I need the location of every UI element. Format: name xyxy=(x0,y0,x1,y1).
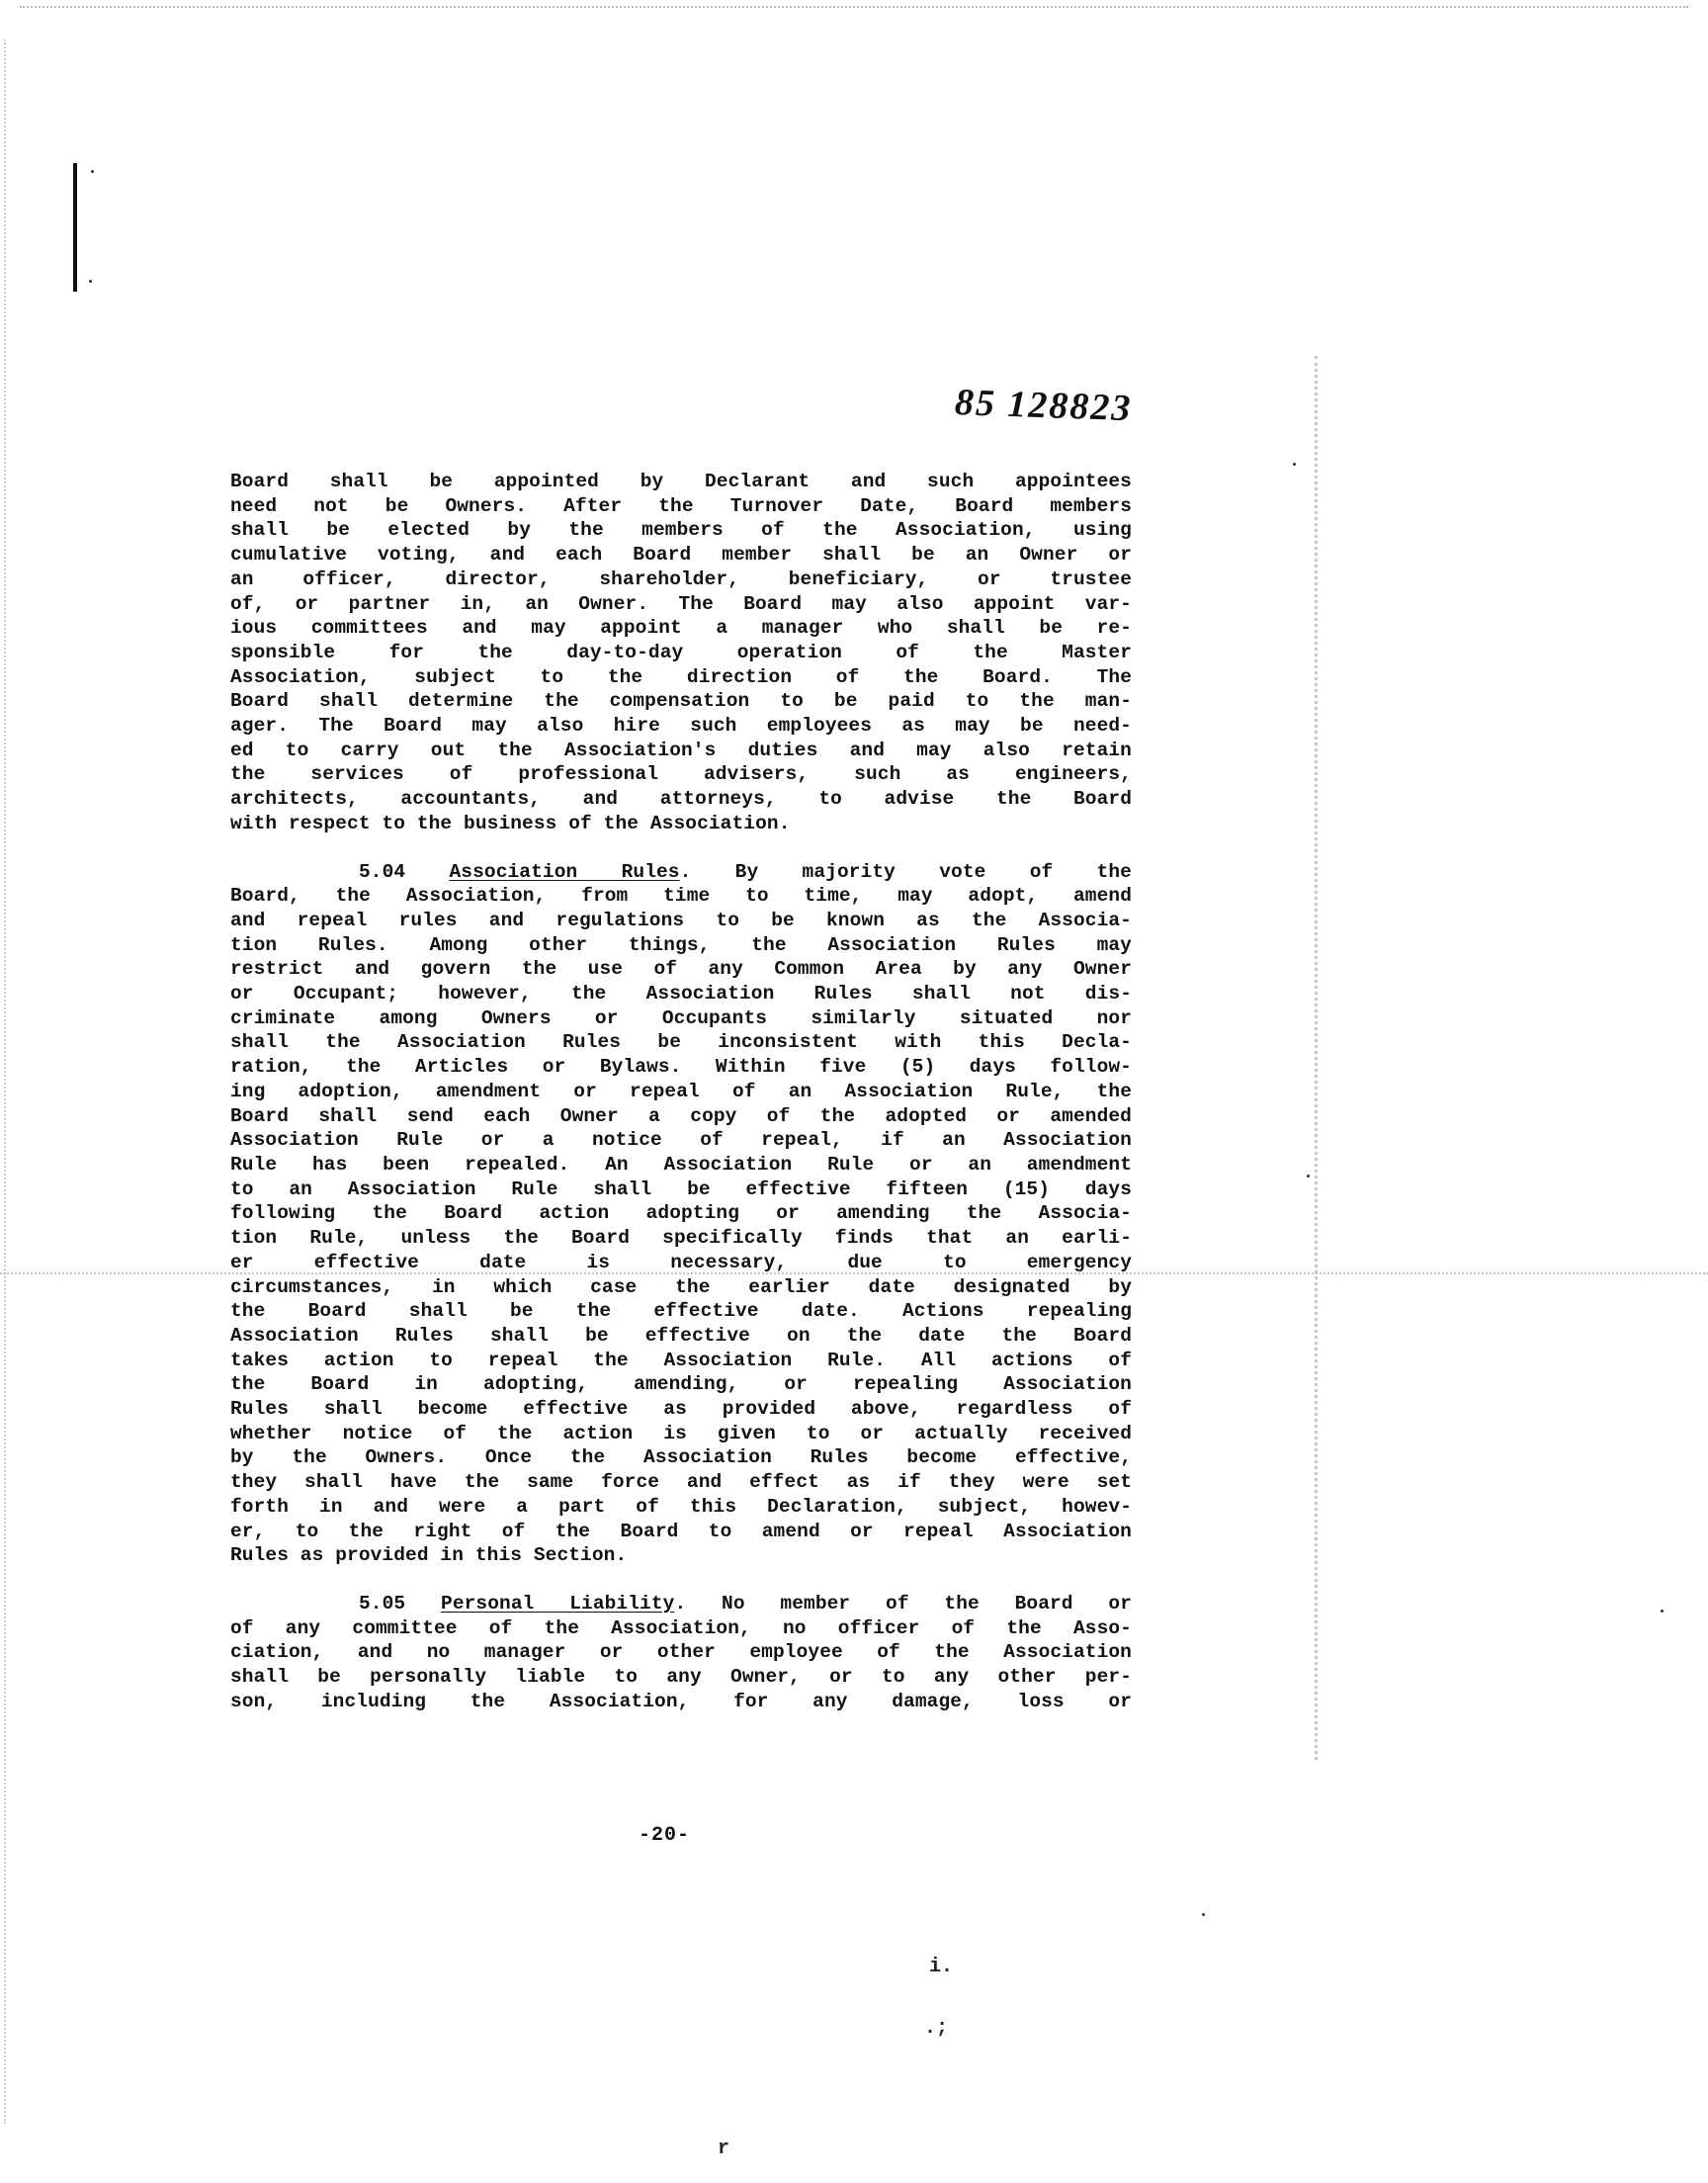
stray-mark: i. xyxy=(929,1956,954,1978)
text-line: or Occupant; however, the Association Rules shall not dis- xyxy=(230,983,1132,1005)
text-line: ration, the Articles or Bylaws. Within five (5) days follow- xyxy=(230,1056,1132,1079)
section-5-05-personal-liability xyxy=(230,1592,1132,1714)
text-line: forth in and were a part of this Declaration, subject, howev- xyxy=(230,1495,1132,1518)
text-line: Rules as provided in this Section. xyxy=(230,1544,628,1567)
text-line: sponsible for the day-to-day operation of the Master xyxy=(230,641,1132,663)
text-line: of, or partner in, an Owner. The Board may also appoint var- xyxy=(230,592,1132,615)
text-line: son, including the Association, for any damage, loss or xyxy=(230,1690,1132,1712)
text-line: takes action to repeal the Association Rule. All actions of xyxy=(230,1349,1132,1371)
text-line: ious committees and may appoint a manager who shall be re- xyxy=(230,617,1132,640)
text-line: they shall have the same force and effect as if they were set xyxy=(230,1471,1132,1494)
text-line: tion Rules. Among other things, the Association Rules may xyxy=(230,933,1132,956)
text-line: shall the Association Rules be inconsistent with this Decla- xyxy=(230,1031,1132,1054)
margin-dot xyxy=(1661,1610,1664,1613)
scan-noise-top xyxy=(20,6,1688,14)
text-line: whether notice of the action is given to or actually received xyxy=(230,1422,1132,1444)
text-line: circumstances, in which case the earlier date designated by xyxy=(230,1275,1132,1298)
section-heading-line xyxy=(230,860,1132,885)
text-line: er, to the right of the Board to amend or repeal Association xyxy=(230,1520,1132,1542)
text-line: Board, the Association, from time to time, may adopt, amend xyxy=(230,885,1132,908)
section-number: 5.05 xyxy=(359,1592,406,1615)
margin-dot xyxy=(89,280,92,283)
text-line: Association, subject to the direction of the Board. The xyxy=(230,665,1132,688)
text-line: criminate among Owners or Occupants similarly situated nor xyxy=(230,1006,1132,1029)
text-line: Board shall send each Owner a copy of the adopted or amended xyxy=(230,1104,1132,1127)
stray-mark: r xyxy=(718,2138,730,2160)
text-line: an officer, director, shareholder, beneficiary, or trustee xyxy=(230,568,1132,590)
text-line: following the Board action adopting or amending the Associa- xyxy=(230,1202,1132,1225)
section-heading: Association Rules xyxy=(449,860,680,883)
section-lead-text: . By majority vote of the xyxy=(679,860,1132,883)
text-line: to an Association Rule shall be effective fifteen (15) days xyxy=(230,1178,1132,1200)
margin-dot xyxy=(1307,1175,1310,1178)
text-line: shall be personally liable to any Owner, or to any other per- xyxy=(230,1666,1132,1689)
scan-noise-right xyxy=(1315,356,1322,1760)
section-number: 5.04 xyxy=(359,860,406,883)
margin-dot xyxy=(91,170,94,173)
text-line: ciation, and no manager or other employee of the Association xyxy=(230,1641,1132,1664)
text-line: er effective date is necessary, due to emergency xyxy=(230,1251,1132,1273)
text-line: ager. The Board may also hire such employees as may be need- xyxy=(230,715,1132,738)
text-line: Board shall determine the compensation to be paid to the man- xyxy=(230,690,1132,713)
text-line: Rule has been repealed. An Association Rule or an amendment xyxy=(230,1153,1132,1176)
text-line: by the Owners. Once the Association Rules become effective, xyxy=(230,1446,1132,1469)
margin-dot xyxy=(1293,463,1296,466)
text-line: cumulative voting, and each Board member shall be an Owner or xyxy=(230,544,1132,567)
document-body xyxy=(230,470,1132,1737)
text-line: shall be elected by the members of the Association, using xyxy=(230,519,1132,542)
paragraph-board-appointment xyxy=(230,470,1132,836)
text-line: Board shall be appointed by Declarant and such appointees xyxy=(230,471,1132,492)
scan-noise-left-edge xyxy=(4,40,8,2124)
text-line: and repeal rules and regulations to be known as the Associa- xyxy=(230,909,1132,931)
text-line: restrict and govern the use of any Common Area by any Owner xyxy=(230,958,1132,981)
text-line: of any committee of the Association, no officer of the Asso- xyxy=(230,1616,1132,1639)
section-heading: Personal Liability xyxy=(441,1592,675,1615)
margin-dot xyxy=(1202,1913,1205,1916)
text-line: ing adoption, amendment or repeal of an Association Rule, the xyxy=(230,1080,1132,1102)
text-line: with respect to the business of the Association. xyxy=(230,812,791,834)
document-number: 85 128823 xyxy=(954,382,1134,430)
text-line: architects, accountants, and attorneys, to advise the Board xyxy=(230,788,1132,811)
section-5-04-association-rules xyxy=(230,860,1132,1568)
text-line: need not be Owners. After the Turnover Date, Board members xyxy=(230,494,1132,517)
text-line: Association Rules shall be effective on the date the Board xyxy=(230,1324,1132,1347)
text-line: the Board in adopting, amending, or repealing Association xyxy=(230,1373,1132,1396)
section-lead-text: . No member of the Board or xyxy=(674,1592,1132,1615)
text-line: tion Rule, unless the Board specifically finds that an earli- xyxy=(230,1227,1132,1250)
margin-binding-mark xyxy=(73,163,77,292)
text-line: ed to carry out the Association's duties and may also retain xyxy=(230,739,1132,761)
text-line: the Board shall be the effective date. Actions repealing xyxy=(230,1300,1132,1323)
text-line: Association Rule or a notice of repeal, if an Association xyxy=(230,1129,1132,1152)
text-line: the services of professional advisers, such as engineers, xyxy=(230,763,1132,786)
text-line: Rules shall become effective as provided above, regardless of xyxy=(230,1398,1132,1421)
section-heading-line xyxy=(230,1592,1132,1616)
stray-mark: .; xyxy=(924,2017,949,2040)
page-number: -20- xyxy=(639,1824,691,1847)
